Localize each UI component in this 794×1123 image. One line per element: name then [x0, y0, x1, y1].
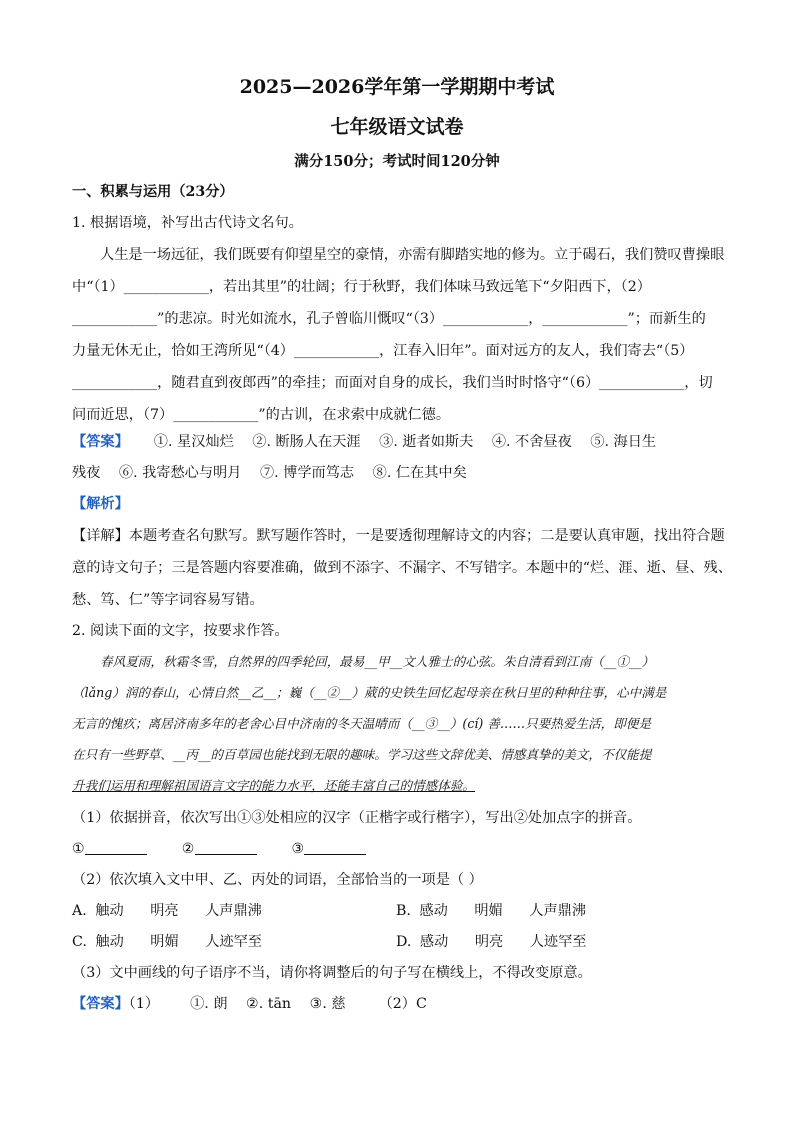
q2-sub3: （3）文中画线的句子语序不当，请你将调整后的句子写在横线上，不得改变原意。 — [72, 965, 592, 981]
q2-sub1: （1）依据拼音，依次写出①③处相应的汉字（正楷字或行楷字），写出②处加点字的拼音。 — [72, 810, 642, 826]
q2-passage-line: （lǎng）润的春山，心情自然__乙__；巍（__②__）葳的史铁生回忆起母亲在秋日里的种种往事，心中满是 — [72, 685, 667, 700]
q2-passage-line-underlined: 升我们运用和理解祖国语言文字的能力水平，还能丰富自己的情感体验。 — [72, 778, 475, 793]
answer-item: ②. tān — [246, 996, 292, 1012]
option-letter: A. — [72, 903, 87, 919]
q1-line: 人生是一场远征，我们既要有仰望星空的豪情，亦需有脚踏实地的修为。立于碣石，我们赞叹曹操眼 — [100, 247, 725, 263]
option-word: 明亮 — [474, 934, 504, 950]
answer-label: 【答案】 — [72, 434, 129, 450]
option-word: 触动 — [95, 903, 124, 919]
answer-item: ④. 不舍昼夜 — [491, 434, 572, 450]
answer-item: （2）C — [378, 996, 427, 1012]
answer-item: ⑧. 仁在其中矣 — [372, 465, 467, 481]
option-word: 感动 — [419, 934, 449, 950]
answer-item: ③. 慈 — [309, 996, 346, 1012]
exam-subtitle: 七年级语文试卷 — [330, 116, 464, 138]
option-word: 人声鼎沸 — [205, 903, 262, 919]
option-word: 人迹罕至 — [529, 934, 587, 950]
q1-answer-row — [72, 432, 732, 452]
answer-label: 【答案】 — [72, 996, 129, 1012]
blank-label: ② — [181, 841, 195, 857]
q2-passage-line: 在只有一些野草、__丙__的百草园也能找到无限的趣味。学习这些文辞优美、情感真挚的美文，不仅能提 — [72, 747, 652, 762]
option-word: 明媚 — [150, 934, 179, 950]
option-word: 明媚 — [474, 903, 503, 919]
exam-info: 满分150分；考试时间120分钟 — [294, 153, 500, 170]
answer-item: ⑦. 博学而笃志 — [259, 465, 355, 481]
answer-item: ⑤. 海日生 — [590, 434, 657, 450]
answer-blank[interactable] — [85, 840, 147, 855]
answer-item: ①. 朗 — [190, 996, 228, 1012]
option-d[interactable] — [396, 932, 586, 952]
q1-line: 中“（1）____________，若出其里”的壮阔；行于秋野，我们体味马致远笔下“夕阳西下，（2） — [72, 279, 651, 295]
q1-prompt: 1. 根据语境，补写出古代诗文名句。 — [72, 215, 303, 231]
option-b[interactable] — [396, 901, 586, 921]
detail-line: 意的诗文句子；三是答题内容要准确，做到不添字、不漏字、不写错字。本题中的“烂、涯、逝、昼、残、 — [72, 560, 732, 576]
answer-item: 残夜 — [72, 465, 101, 481]
q2-prompt: 2. 阅读下面的文字，按要求作答。 — [72, 623, 289, 639]
answer-prefix: （1） — [128, 996, 160, 1012]
q2-sub2: （2）依次填入文中甲、乙、丙处的词语，全部恰当的一项是（ ） — [72, 872, 483, 888]
answer-item: ②. 断肠人在天涯 — [252, 434, 361, 450]
option-word: 感动 — [419, 903, 448, 919]
detail-line: 愁、笃、仁”等字词容易写错。 — [72, 592, 264, 608]
blank-label: ① — [72, 841, 85, 857]
option-word: 明亮 — [150, 903, 179, 919]
option-letter: C. — [72, 934, 87, 950]
option-word: 触动 — [95, 934, 124, 950]
q2-passage-line: 春风夏雨，秋霜冬雪，自然界的四季轮回，最易__甲__文人雅士的心弦。朱自清看到江南（__①__） — [100, 654, 655, 669]
q1-line: 力量无休无止，恰如王湾所见“（4）____________，江春入旧年”。面对远方的友人，我们寄去“（5） — [72, 343, 694, 359]
option-word: 人声鼎沸 — [529, 903, 587, 919]
q2-passage-line: 无言的愧疚；离居济南多年的老舍心目中济南的冬天温晴而（__③__）(cí) 善……只要热爱生活，即便是 — [72, 716, 652, 731]
q1-line: ____________”的悲凉。时光如流水，孔子曾临川慨叹“（3）____________，____________”；而新生的 — [72, 311, 706, 327]
answer-item: ③. 逝者如斯夫 — [379, 434, 474, 450]
section-heading: 一、积累与运用（23分） — [72, 184, 234, 200]
exam-title: 2025—2026学年第一学期期中考试 — [239, 76, 555, 98]
blank-label: ③ — [291, 841, 305, 857]
option-word: 人迹罕至 — [205, 934, 262, 950]
option-letter: D. — [396, 934, 412, 950]
answer-item: ①. 星汉灿烂 — [153, 434, 234, 450]
q1-line: 问而近思，（7）____________”的古训，在求索中成就仁德。 — [72, 407, 451, 423]
detail-line: 【详解】本题考查名句默写。默写题作答时，一是要透彻理解诗文的内容；二是要认真审题，找出符合题 — [72, 528, 725, 544]
answer-blank[interactable] — [195, 840, 257, 855]
q2-sub1-blanks — [72, 839, 732, 859]
answer-item: ⑥. 我寄愁心与明月 — [118, 465, 242, 481]
q2-answer-row — [72, 994, 732, 1014]
answer-blank[interactable] — [304, 840, 366, 855]
option-c[interactable] — [72, 932, 262, 952]
q1-line: ____________，随君直到夜郎西”的牵挂；而面对自身的成长，我们当时时恪守“（6）____________，切 — [72, 375, 713, 391]
option-letter: B. — [396, 903, 411, 919]
q1-answer-row — [72, 463, 732, 483]
analysis-label: 【解析】 — [72, 496, 129, 512]
option-a[interactable] — [72, 901, 262, 921]
